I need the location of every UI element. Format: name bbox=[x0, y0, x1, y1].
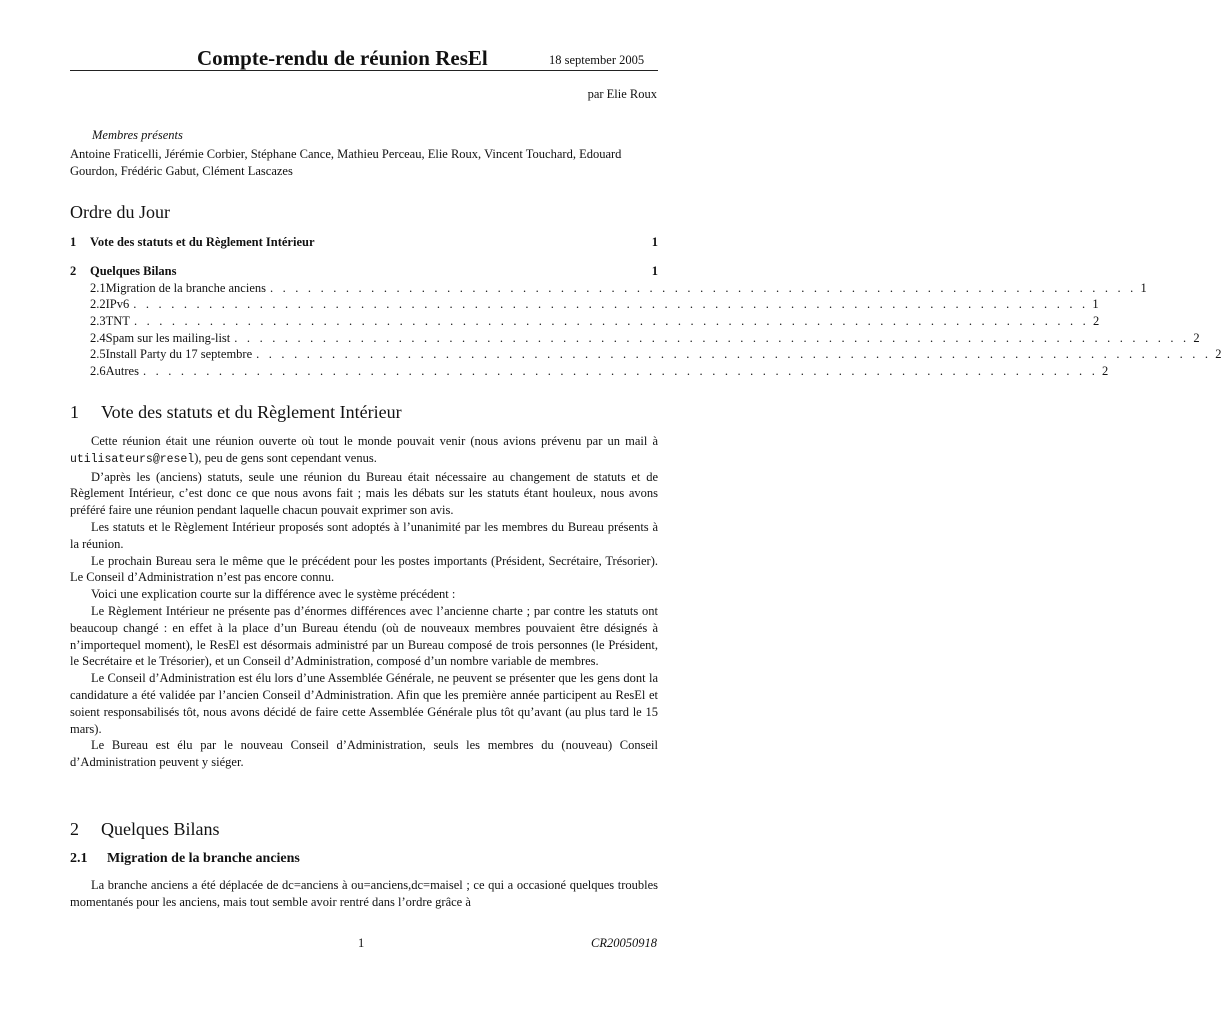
toc-subentry-number: 2.2 bbox=[90, 297, 106, 311]
title-rule bbox=[70, 70, 658, 71]
toc-entry-1[interactable] bbox=[70, 235, 658, 250]
toc-leader-dots: . . . . . . . . . . . . . . . . . . . . . . . . . . . . . . . . . . . . . . . . . . . . . . . . . . . . . . . . . . . . . . . . . . . . . . . . . . . . bbox=[256, 347, 1212, 361]
toc-subentry-page: 2 bbox=[1093, 314, 1100, 328]
paragraph: Les statuts et le Règlement Intérieur proposés sont adoptés à l’unanimité par les membres du Bureau présents à la réunion. bbox=[70, 519, 658, 551]
section-1-body bbox=[70, 433, 658, 771]
toc-title: Ordre du Jour bbox=[70, 202, 170, 222]
toc-subentry-number: 2.4 bbox=[90, 331, 106, 345]
section-number: 2 bbox=[70, 819, 79, 839]
text-run: Cette réunion était une réunion ouverte où tout le monde pouvait venir (nous avions prévenu par un mail à bbox=[91, 434, 658, 448]
toc-entry-2-5[interactable] bbox=[90, 347, 1221, 362]
toc-entry-2[interactable] bbox=[70, 264, 658, 279]
toc-entry-page: 1 bbox=[651, 264, 658, 278]
toc-subentry-number: 2.6 bbox=[90, 364, 106, 378]
toc-subentry-title: Spam sur les mailing-list bbox=[105, 331, 231, 345]
toc-entry-2-6[interactable] bbox=[90, 364, 1109, 379]
section-2-heading bbox=[70, 819, 220, 840]
document-title: Compte-rendu de réunion ResEl bbox=[197, 46, 488, 70]
members-label: Membres présents bbox=[92, 128, 183, 142]
toc-subentry-page: 2 bbox=[1102, 364, 1109, 378]
paragraph: D’après les (anciens) statuts, seule une réunion du Bureau était nécessaire au changement de statuts et de Règlement Intérieur, c’est donc ce que nous avons fait ; mais les débats sur les statuts étant houleux, nous avons préféré faire une réunion pendant laquelle chacun pouvait exprimer son avis. bbox=[70, 469, 658, 518]
paragraph: Le Conseil d’Administration est élu lors d’une Assemblée Générale, ne peuvent se présenter que les gens dont la candidature a été validée par l’ancien Conseil d’Administration. Afin que les première année participent au ResEl et soient responsabilisés tôt, nous avons décidé de faire cette Assemblée Générale plus tôt qu’avant (au plus tard le 15 mars). bbox=[70, 671, 658, 736]
toc-subentry-title: Install Party du 17 septembre bbox=[105, 347, 253, 361]
mailing-list-address: utilisateurs@resel bbox=[70, 452, 195, 466]
toc-subentry-title: TNT bbox=[105, 314, 130, 328]
toc-entry-number: 1 bbox=[70, 235, 77, 249]
toc-subentry-title: Autres bbox=[105, 364, 139, 378]
section-1-heading bbox=[70, 402, 402, 423]
toc-entry-title: Quelques Bilans bbox=[90, 264, 177, 278]
document-author: par Elie Roux bbox=[587, 87, 657, 101]
members-list: Antoine Fraticelli, Jérémie Corbier, Stéphane Cance, Mathieu Perceau, Elie Roux, Vincent Touchard, Edouard Gourdon, Frédéric Gabut, Clément Lascazes bbox=[70, 147, 622, 178]
paragraph bbox=[70, 433, 658, 469]
toc-subentry-page: 2 bbox=[1193, 331, 1200, 345]
subsection-title: Migration de la branche anciens bbox=[107, 851, 300, 866]
section-title: Quelques Bilans bbox=[101, 819, 220, 839]
toc-entry-2-1[interactable] bbox=[90, 281, 1147, 296]
toc-subentry-page: 2 bbox=[1215, 347, 1221, 361]
text-run: ), peu de gens sont cependant venus. bbox=[194, 450, 377, 465]
toc-leader-dots: . . . . . . . . . . . . . . . . . . . . . . . . . . . . . . . . . . . . . . . . . . . . . . . . . . . . . . . . . . . . . . . . . . . . . . . . . . . . bbox=[234, 331, 1190, 345]
document-date: 18 september 2005 bbox=[549, 53, 645, 67]
toc-entry-number: 2 bbox=[70, 264, 77, 278]
paragraph: La branche anciens a été déplacée de dc=anciens à ou=anciens,dc=maisel ; ce qui a occasioné quelques troubles momentanés pour les anciens, mais tout semble avoir rentré dans l’ordre grâce à bbox=[70, 878, 658, 909]
section-number: 1 bbox=[70, 402, 79, 422]
subsection-number: 2.1 bbox=[70, 851, 88, 866]
paragraph: Voici une explication courte sur la différence avec le système précédent : bbox=[91, 587, 456, 602]
toc-entry-2-4[interactable] bbox=[90, 331, 1200, 346]
toc-subentry-number: 2.3 bbox=[90, 314, 106, 328]
page-number: 1 bbox=[358, 936, 365, 950]
subsection-2-1-body bbox=[70, 877, 658, 911]
toc-subentry-title: Migration de la branche anciens bbox=[105, 281, 266, 295]
paragraph: Le Bureau est élu par le nouveau Conseil d’Administration, seuls les membres du (nouveau) Conseil d’Administration peuvent y siéger. bbox=[70, 738, 658, 770]
toc-entry-2-2[interactable] bbox=[90, 297, 1099, 312]
toc-leader-dots: . . . . . . . . . . . . . . . . . . . . . . . . . . . . . . . . . . . . . . . . . . . . . . . . . . . . . . . . . . . . . . . . . . . . . . . . . . . . bbox=[142, 364, 1099, 378]
paragraph: Le prochain Bureau sera le même que le précédent pour les postes importants (Président, Secrétaire, Trésorier). Le Conseil d’Administration n’est pas encore connu. bbox=[70, 553, 658, 585]
toc-subentry-page: 1 bbox=[1140, 281, 1147, 295]
toc-subentry-number: 2.5 bbox=[90, 347, 106, 361]
section-title: Vote des statuts et du Règlement Intérieur bbox=[101, 402, 402, 422]
paragraph: Le Règlement Intérieur ne présente pas d’énormes différences avec l’ancienne charte ; par contre les statuts ont beaucoup changé : en effet à la place d’un Bureau étendu (où de nouveaux membres pouvaient être désignés à n’importequel moment), le ResEl est désormais administré par un Bureau composé de trois personnes (le Président, le Secrétaire et le Trésorier), et un Conseil d’Administration, composé d’un nombre variable de membres. bbox=[70, 603, 658, 669]
toc-subentry-number: 2.1 bbox=[90, 281, 106, 295]
toc-leader-dots: . . . . . . . . . . . . . . . . . . . . . . . . . . . . . . . . . . . . . . . . . . . . . . . . . . . . . . . . . . . . . . . . . . . . . . . . . . . . bbox=[133, 297, 1089, 311]
toc-subentry-page: 1 bbox=[1092, 297, 1099, 311]
subsection-2-1-heading bbox=[70, 851, 300, 867]
document-reference: CR20050918 bbox=[591, 936, 657, 950]
toc-entry-page: 1 bbox=[651, 235, 658, 249]
toc-subentry-title: IPv6 bbox=[105, 297, 130, 311]
toc-entry-title: Vote des statuts et du Règlement Intérieur bbox=[90, 235, 315, 249]
toc-entry-2-3[interactable] bbox=[90, 314, 1100, 329]
toc-leader-dots: . . . . . . . . . . . . . . . . . . . . . . . . . . . . . . . . . . . . . . . . . . . . . . . . . . . . . . . . . . . . . . . . . . . . . bbox=[269, 281, 1137, 295]
toc-leader-dots: . . . . . . . . . . . . . . . . . . . . . . . . . . . . . . . . . . . . . . . . . . . . . . . . . . . . . . . . . . . . . . . . . . . . . . . . . . . . bbox=[133, 314, 1090, 328]
